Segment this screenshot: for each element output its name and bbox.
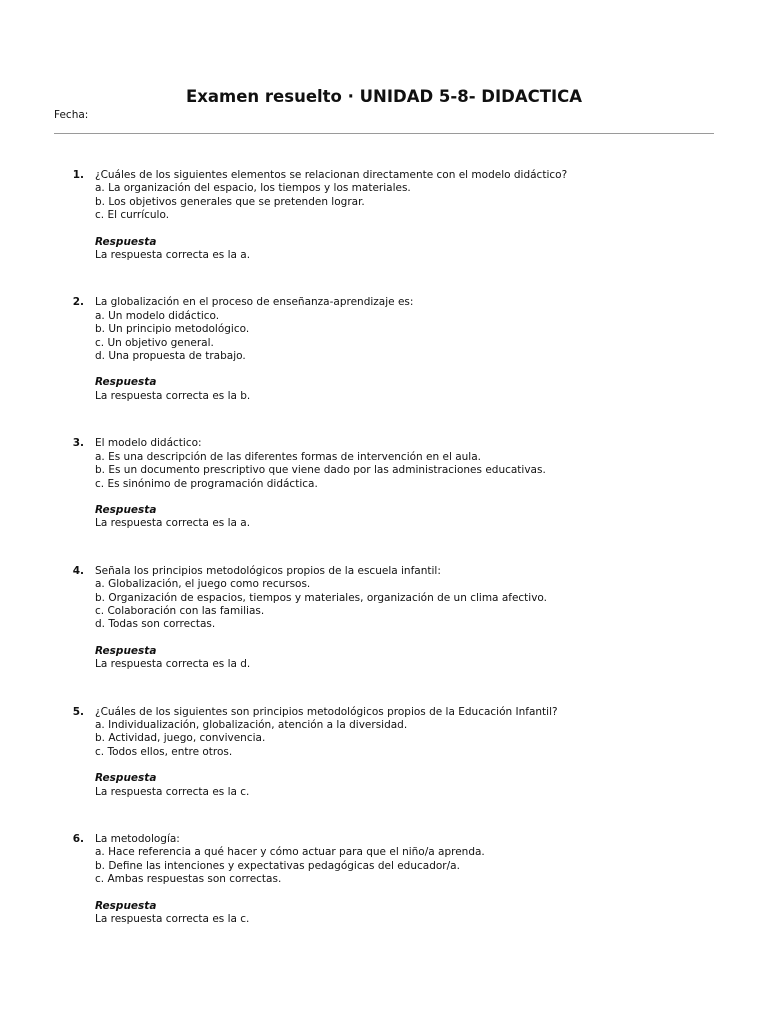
- answer-label: Respuesta: [95, 235, 157, 248]
- answer-block: [95, 900, 768, 927]
- question-item: [0, 565, 768, 672]
- question-text: La globalización en el proceso de enseñanza-aprendizaje es:: [95, 296, 414, 309]
- answer-block: [95, 772, 768, 799]
- question-number: 3.: [72, 437, 84, 450]
- question-option: a. Es una descripción de las diferentes formas de intervención en el aula.: [95, 450, 481, 463]
- answer-block: [95, 376, 768, 403]
- answer-label: Respuesta: [95, 899, 157, 912]
- answer-text: La respuesta correcta es la c.: [95, 913, 250, 926]
- answer-label: Respuesta: [95, 503, 157, 516]
- answer-label: Respuesta: [95, 644, 157, 657]
- question-option: c. Es sinónimo de programación didáctica.: [95, 477, 318, 490]
- question-option: b. Actividad, juego, convivencia.: [95, 732, 266, 745]
- question-option: c. Colaboración con las familias.: [95, 604, 265, 617]
- question-option: d. Todas son correctas.: [95, 618, 216, 631]
- option-list: [95, 451, 768, 491]
- question-item: [0, 833, 768, 926]
- question-option: a. Un modelo didáctico.: [95, 309, 220, 322]
- header-divider: [54, 133, 714, 134]
- question-option: b. Define las intenciones y expectativas pedagógicas del educador/a.: [95, 859, 460, 872]
- question-option: d. Una propuesta de trabajo.: [95, 350, 246, 363]
- question-text: ¿Cuáles de los siguientes son principios metodológicos propios de la Educación Infantil?: [95, 705, 558, 718]
- option-list: [95, 310, 768, 364]
- answer-block: [95, 236, 768, 263]
- question-option: a. Hace referencia a qué hacer y cómo actuar para que el niño/a aprenda.: [95, 846, 485, 859]
- question-option: c. Todos ellos, entre otros.: [95, 745, 233, 758]
- question-list: [0, 169, 768, 960]
- question-option: c. Un objetivo general.: [95, 336, 214, 349]
- question-option: b. Es un documento prescriptivo que viene dado por las administraciones educativas.: [95, 464, 546, 477]
- answer-label: Respuesta: [95, 772, 157, 785]
- question-number: 2.: [72, 296, 84, 309]
- question-option: c. El currículo.: [95, 209, 170, 222]
- question-number: 5.: [72, 705, 84, 718]
- question-option: a. La organización del espacio, los tiempos y los materiales.: [95, 182, 411, 195]
- question-option: a. Globalización, el juego como recursos.: [95, 578, 311, 591]
- question-item: [0, 169, 768, 262]
- question-option: b. Los objetivos generales que se pretenden lograr.: [95, 195, 365, 208]
- question-text: ¿Cuáles de los siguientes elementos se relacionan directamente con el modelo didáctico?: [95, 169, 568, 181]
- option-list: [95, 578, 768, 632]
- answer-text: La respuesta correcta es la d.: [95, 658, 251, 671]
- question-text: Señala los principios metodológicos propios de la escuela infantil:: [95, 564, 441, 577]
- question-item: [0, 296, 768, 403]
- fecha-label: Fecha:: [54, 109, 89, 121]
- answer-text: La respuesta correcta es la a.: [95, 517, 251, 530]
- option-list: [95, 719, 768, 759]
- option-list: [95, 182, 768, 222]
- question-option: b. Un principio metodológico.: [95, 323, 250, 336]
- question-text: La metodología:: [95, 833, 180, 845]
- question-number: 1.: [72, 169, 84, 181]
- page-title: Examen resuelto · UNIDAD 5-8- DIDACTICA: [186, 87, 582, 106]
- question-item: [0, 706, 768, 799]
- question-option: b. Organización de espacios, tiempos y materiales, organización de un clima afectivo.: [95, 591, 548, 604]
- question-text: El modelo didáctico:: [95, 437, 202, 450]
- question-number: 6.: [72, 833, 84, 845]
- answer-text: La respuesta correcta es la a.: [95, 249, 251, 262]
- answer-block: [95, 504, 768, 531]
- question-option: c. Ambas respuestas son correctas.: [95, 873, 282, 886]
- answer-text: La respuesta correcta es la c.: [95, 785, 250, 798]
- answer-label: Respuesta: [95, 376, 157, 389]
- answer-block: [95, 645, 768, 672]
- question-number: 4.: [72, 564, 84, 577]
- question-item: [0, 437, 768, 530]
- option-list: [95, 846, 768, 886]
- answer-text: La respuesta correcta es la b.: [95, 389, 251, 402]
- question-option: a. Individualización, globalización, atención a la diversidad.: [95, 718, 408, 731]
